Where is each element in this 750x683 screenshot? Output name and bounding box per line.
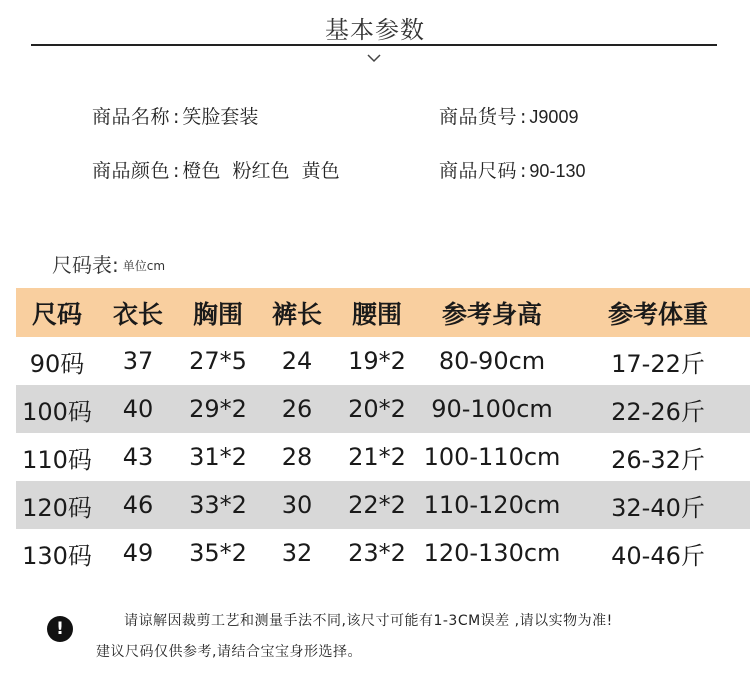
table-cell: 43 [122,443,154,471]
table-cell: 130码 [22,541,92,570]
column-header: 尺码 [16,288,98,337]
table-row [16,385,750,433]
table-cell: 26 [258,385,336,433]
table-cell: 110码 [22,445,92,474]
product-sku-label: 商品货号 [439,106,518,128]
table-cell: 29*2 [178,385,258,433]
notice-line-1: 请谅解因裁剪工艺和测量手法不同,该尺寸可能有1-3CM误差 ,请以实物为准! [124,613,613,629]
column-header: 胸围 [178,288,258,337]
table-cell: 37 [122,347,154,375]
table-cell: 22-26斤 [566,385,750,433]
table-cell: 49 [122,539,154,567]
table-cell: 26-32斤 [611,445,705,474]
notice-line-2: 建议尺码仅供参考,请结合宝宝身形选择。 [96,644,362,660]
table-cell: 32 [281,539,313,567]
table-row [16,433,750,481]
table-cell: 46 [98,481,178,529]
table-cell: 27*5 [189,347,247,375]
product-color-value: 橙色 粉红色 黄色 [182,160,340,182]
product-name-value: 笑脸套装 [182,106,259,128]
product-color [92,156,340,183]
table-row [16,481,750,529]
title-divider [31,44,717,46]
table-cell: 80-90cm [438,347,546,375]
table-header-row [16,288,750,337]
product-size-value: 90-130 [529,161,586,181]
table-cell: 33*2 [178,481,258,529]
table-cell: 90-100cm [418,385,566,433]
column-header: 参考身高 [418,288,566,337]
table-cell: 35*2 [189,539,247,567]
product-color-label: 商品颜色 [92,160,171,182]
chevron-down-icon [366,52,382,64]
table-cell: 40 [98,385,178,433]
table-cell: 30 [258,481,336,529]
section-title: 基本参数 [325,16,425,44]
table-cell: 100-110cm [423,443,561,471]
separator: : [173,160,180,182]
separator: : [520,160,527,182]
column-header: 腰围 [336,288,418,337]
column-header: 参考体重 [566,288,750,337]
table-cell: 120-130cm [423,539,561,567]
table-cell: 21*2 [348,443,406,471]
separator: : [173,106,180,128]
size-chart-title: 尺码表: [52,253,119,277]
table-cell: 17-22斤 [611,349,705,378]
product-name [92,102,258,129]
product-sku [439,102,578,129]
size-table [16,288,750,577]
size-chart-heading [52,249,165,278]
column-header: 裤长 [258,288,336,337]
table-cell: 23*2 [348,539,406,567]
size-chart-unit: 单位cm [122,259,166,273]
table-cell: 20*2 [336,385,418,433]
table-cell: 24 [281,347,313,375]
table-cell: 28 [281,443,313,471]
product-sku-value: J9009 [529,107,579,127]
table-cell: 110-120cm [418,481,566,529]
table-row [16,337,750,385]
table-cell: 22*2 [336,481,418,529]
table-cell: 100码 [16,385,98,433]
table-cell: 40-46斤 [611,541,705,570]
table-cell: 32-40斤 [566,481,750,529]
table-row [16,529,750,577]
exclamation-icon: ! [47,616,73,642]
product-size-label: 商品尺码 [439,160,518,182]
table-cell: 120码 [16,481,98,529]
product-name-label: 商品名称 [92,106,171,128]
table-cell: 31*2 [189,443,247,471]
product-size [439,156,585,183]
table-cell: 90码 [29,349,85,378]
table-cell: 19*2 [348,347,406,375]
separator: : [520,106,527,128]
column-header: 衣长 [98,288,178,337]
